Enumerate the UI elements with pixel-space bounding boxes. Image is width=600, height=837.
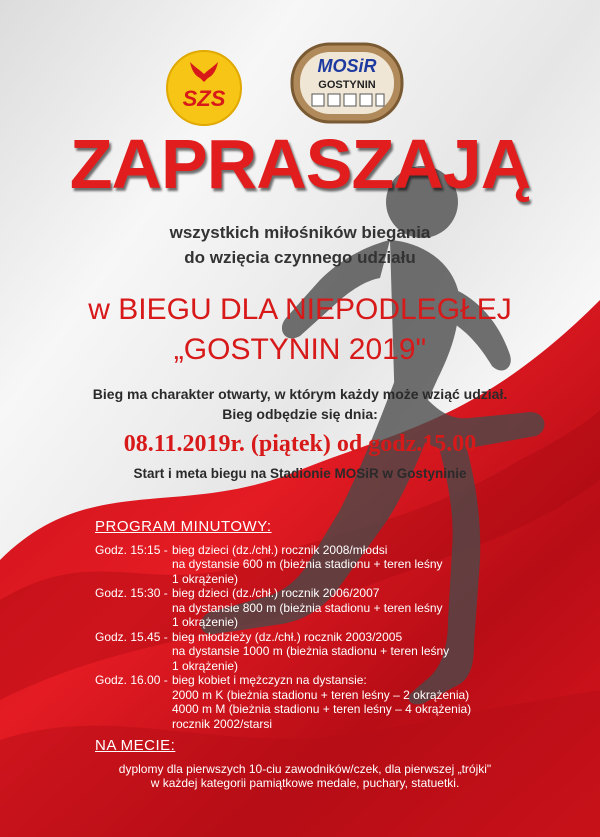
- event-name: [0, 290, 600, 370]
- program-item: [95, 586, 555, 630]
- mosir-logo-text: MOSiR: [317, 56, 377, 76]
- mosir-city-text: GOSTYNIN: [318, 79, 376, 91]
- description-line: Bieg odbędzie się dnia:: [222, 406, 378, 422]
- start-location: Start i meta biegu na Stadionie MOSiR w Gostyninie: [133, 466, 467, 481]
- intro-text: [0, 220, 600, 270]
- finish-heading: NA MECIE:: [95, 737, 176, 754]
- program-details: [172, 630, 449, 674]
- program-detail-line: bieg dzieci (dz./chł.) rocznik 2006/2007: [172, 586, 380, 600]
- program-item: [95, 630, 555, 674]
- program-detail-line: na dystansie 600 m (bieżnia stadionu + teren leśny: [172, 557, 443, 571]
- program-section: [95, 520, 555, 791]
- szs-logo-text: SZS: [182, 86, 226, 111]
- mosir-logo: [290, 42, 404, 124]
- program-detail-line: na dystansie 1000 m (bieżnia stadionu + teren leśny: [172, 644, 450, 658]
- program-detail-line: rocznik 2002/starsi: [172, 716, 273, 731]
- program-detail-line: 1 okrążenie): [172, 658, 239, 673]
- program-detail-line: bieg kobiet i mężczyzn na dystansie:: [172, 673, 367, 687]
- program-detail-line: 4000 m M (bieżnia stadionu + teren leśny – 4 okrążenia): [172, 702, 472, 716]
- program-details: [172, 543, 443, 587]
- program-detail-line: bieg młodzieży (dz./chł.) rocznik 2003/2005: [172, 629, 403, 644]
- program-item: [95, 673, 555, 731]
- program-detail-line: na dystansie 800 m (bieżnia stadionu + teren leśny: [172, 600, 443, 615]
- event-date: 08.11.2019r. (piątek) od godz.15.00: [123, 431, 477, 457]
- program-heading: PROGRAM MINUTOWY:: [95, 518, 272, 535]
- finish-line: dyplomy dla pierwszych 10-ciu zawodników/czek, dla pierwszej „trójki": [118, 761, 492, 776]
- program-time: Godz. 16.00 -: [95, 673, 168, 687]
- program-detail-line: bieg dzieci (dz./chł.) rocznik 2008/młodsi: [172, 542, 388, 557]
- program-time: Godz. 15:30 -: [95, 586, 168, 600]
- program-details: [172, 673, 471, 731]
- program-item: [95, 543, 555, 587]
- page-title: ZAPRASZAJĄ: [69, 125, 531, 203]
- description: [0, 384, 600, 424]
- program-time: Godz. 15:15 -: [95, 542, 168, 557]
- program-detail-line: 1 okrążenie): [172, 571, 239, 586]
- finish-text: [95, 762, 515, 791]
- description-line: Bieg ma charakter otwarty, w którym każdy może wziąć udział.: [92, 386, 508, 402]
- program-detail-line: 1 okrążenie): [172, 615, 239, 629]
- szs-logo: [160, 48, 248, 128]
- finish-line: w każdej kategorii pamiątkowe medale, puchary, statuetki.: [150, 776, 460, 790]
- program-detail-line: 2000 m K (bieżnia stadionu + teren leśny – 2 okrążenia): [172, 687, 470, 702]
- program-time: Godz. 15.45 -: [95, 629, 168, 644]
- event-line: w BIEGU DLA NIEPODLEGŁEJ: [88, 293, 512, 326]
- intro-line: do wzięcia czynnego udziału: [184, 248, 416, 267]
- program-details: [172, 586, 443, 630]
- event-line: „GOSTYNIN 2019": [173, 333, 427, 366]
- intro-line: wszystkich miłośników biegania: [169, 223, 431, 242]
